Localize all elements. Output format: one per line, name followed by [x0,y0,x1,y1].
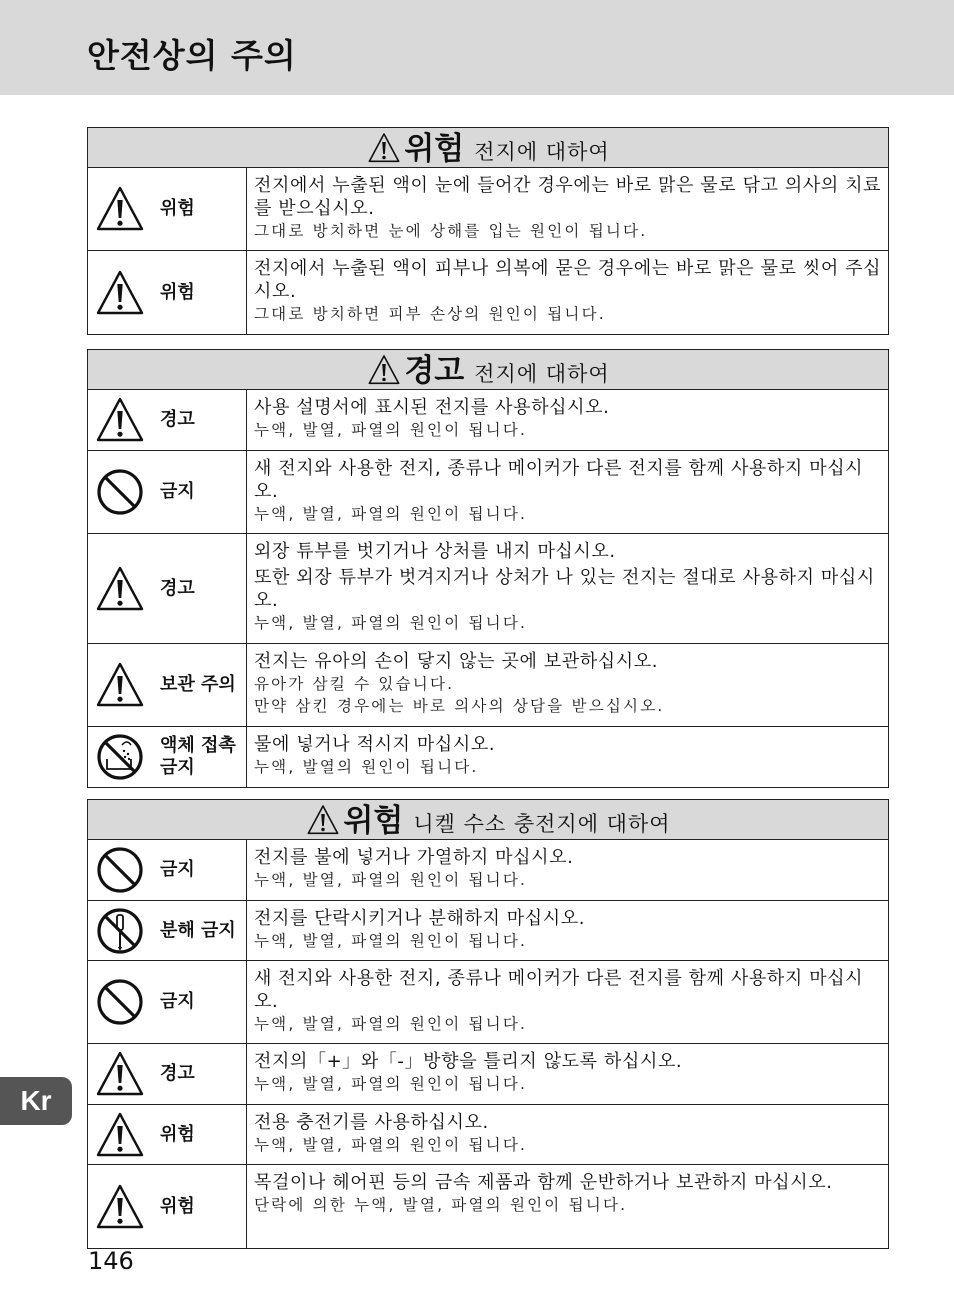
hazard-label: 경고 [160,409,195,430]
consequence-note: 누액, 발열, 파열의 원인이 됩니다. [254,871,528,889]
warning-triangle-icon [305,804,341,836]
warning-triangle-icon [96,1183,144,1231]
hazard-row [88,1105,888,1165]
hazard-cell [88,390,247,450]
hazard-cell [88,1044,247,1104]
warning-triangle-icon [96,1050,144,1098]
hazard-row [88,534,888,644]
hazard-label: 위험 [160,281,195,303]
hazard-label: 경고 [160,577,195,599]
hazard-row [88,390,888,451]
instruction-cell [247,168,888,250]
consequence-note: 누액, 발열, 파열의 원인이 됩니다. [254,1136,528,1154]
instruction-text: 전지에서 누출된 액이 눈에 들어간 경우에는 바로 맑은 물로 닦고 의사의 치료를 받으십시오. [254,175,882,219]
consequence-note: 그대로 방치하면 피부 손상의 원인이 됩니다. [254,305,606,323]
page-title: 안전상의 주의 [87,36,297,75]
consequence-note: 누액, 발열, 파열의 원인이 됩니다. [254,1015,528,1033]
hazard-cell [88,168,247,250]
hazard-row [88,251,888,334]
hazard-cell [88,451,247,533]
warning-triangle-icon [96,1111,144,1159]
instruction-cell [247,901,888,960]
consequence-note: 그대로 방치하면 눈에 상해를 입는 원인이 됩니다. [254,222,648,240]
hazard-label: 위험 [160,1195,195,1217]
hazard-cell [88,901,247,960]
language-tab: Kr [0,1077,72,1125]
warning-triangle-icon [96,269,144,317]
hazard-row [88,727,888,787]
instruction-cell [247,451,888,533]
hazard-row [88,644,888,727]
instruction-text: 전지를 단락시키거나 분해하지 마십시오. [254,908,586,929]
instruction-cell [247,1165,888,1248]
section-header [88,800,888,840]
no-liquid-contact-icon [96,733,144,781]
hazard-row [88,451,888,534]
instruction-cell [247,390,888,450]
safety-section [87,349,889,788]
section-subtitle: 전지에 대하여 [474,140,610,164]
hazard-cell [88,1105,247,1164]
warning-triangle-icon [96,185,144,233]
hazard-row [88,840,888,901]
hazard-cell [88,251,247,334]
prohibition-icon [96,468,144,516]
warning-triangle-icon [96,565,144,613]
section-keyword: 경고 [404,353,465,389]
instruction-text: 전지를 불에 넣거나 가열하지 마십시오. [254,847,574,868]
instruction-cell [247,961,888,1043]
hazard-row [88,961,888,1044]
section-keyword: 위험 [404,131,465,167]
hazard-label: 위험 [160,198,195,219]
instruction-text: 또한 외장 튜부가 벗겨지거나 상처가 나 있는 전지는 절대로 사용하지 마십시오. [254,567,875,611]
prohibition-icon [96,846,144,894]
instruction-text: 전용 충전기를 사용하십시오. [254,1112,489,1133]
instruction-cell [247,251,888,334]
consequence-note: 유아가 삼킬 수 있습니다. [254,675,455,693]
consequence-note: 단락에 의한 누액, 발열, 파열의 원인이 됩니다. [254,1196,628,1214]
hazard-label: 액체 접촉 금지 [160,735,236,778]
section-header [88,128,888,168]
hazard-cell [88,1165,247,1248]
consequence-note: 누액, 발열, 파열의 원인이 됩니다. [254,505,528,523]
instruction-text: 외장 튜부를 벗기거나 상처를 내지 마십시오. [254,541,616,562]
consequence-note: 누액, 발열, 파열의 원인이 됩니다. [254,421,528,439]
section-subtitle: 니켈 수소 충전지에 대하여 [413,812,671,836]
hazard-cell [88,534,247,643]
instruction-text: 새 전지와 사용한 전지, 종류나 메이커가 다른 전지를 함께 사용하지 마십시오. [254,458,864,502]
instruction-text: 사용 설명서에 표시된 전지를 사용하십시오. [254,397,610,418]
hazard-cell [88,840,247,900]
consequence-note: 누액, 발열의 원인이 됩니다. [254,758,479,776]
instruction-cell [247,1105,888,1164]
instruction-text: 전지는 유아의 손이 닿지 않는 곳에 보관하십시오. [254,651,659,672]
instruction-text: 새 전지와 사용한 전지, 종류나 메이커가 다른 전지를 함께 사용하지 마십시오. [254,968,864,1012]
hazard-row [88,1044,888,1105]
hazard-row [88,168,888,251]
section-header [88,350,888,390]
instruction-text: 전지에서 누출된 액이 피부나 의복에 묻은 경우에는 바로 맑은 물로 씻어 주십시오. [254,258,882,302]
instruction-cell [247,644,888,726]
hazard-label: 보관 주의 [160,674,236,695]
instruction-cell [247,727,888,787]
instruction-text: 물에 넣거나 적시지 마십시오. [254,734,496,755]
consequence-note: 만약 삼킨 경우에는 바로 의사의 상담을 받으십시오. [254,697,665,715]
warning-triangle-icon [366,132,402,164]
hazard-row [88,1165,888,1248]
hazard-row [88,901,888,961]
consequence-note: 누액, 발열, 파열의 원인이 됩니다. [254,1075,528,1093]
section-keyword: 위험 [343,803,404,839]
no-disassembly-icon [96,907,144,955]
instruction-text: 목걸이나 헤어핀 등의 금속 제품과 함께 운반하거나 보관하지 마십시오. [254,1172,833,1193]
hazard-label: 위험 [160,1123,195,1145]
instruction-text: 전지의「+」와「-」방향을 틀리지 않도록 하십시오. [254,1051,683,1072]
hazard-cell [88,727,247,787]
hazard-label: 경고 [160,1063,195,1084]
hazard-label: 금지 [160,481,195,502]
safety-section [87,127,889,335]
hazard-cell [88,644,247,726]
instruction-cell [247,534,888,643]
safety-section [87,799,889,1249]
instruction-cell [247,840,888,900]
warning-triangle-icon [96,396,144,444]
warning-triangle-icon [366,354,402,386]
page-number: 146 [88,1247,134,1275]
consequence-note: 누액, 발열, 파열의 원인이 됩니다. [254,932,528,950]
prohibition-icon [96,978,144,1026]
instruction-cell [247,1044,888,1104]
hazard-label: 분해 금지 [160,919,236,941]
section-subtitle: 전지에 대하여 [474,362,610,386]
warning-triangle-icon [96,661,144,709]
hazard-label: 금지 [160,859,195,880]
hazard-label: 금지 [160,991,195,1012]
hazard-cell [88,961,247,1043]
consequence-note: 누액, 발열, 파열의 원인이 됩니다. [254,614,528,632]
